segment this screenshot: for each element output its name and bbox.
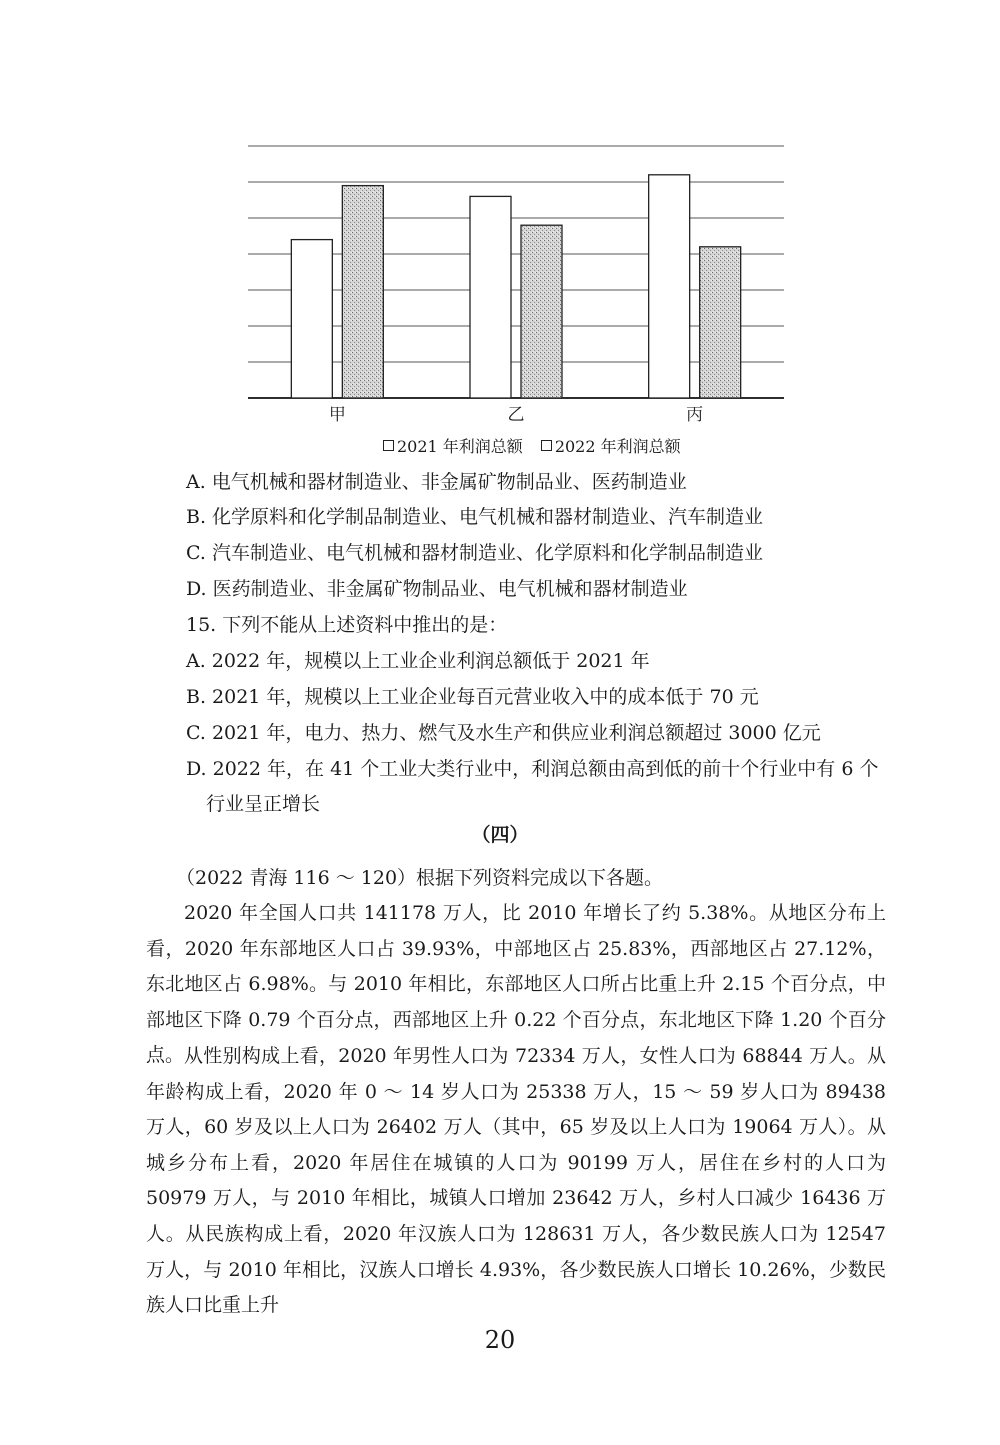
x-tick-label: 丙 xyxy=(686,405,704,425)
q15-stem: 15. 下列不能从上述资料中推出的是： xyxy=(186,614,508,636)
legend-item-2022 xyxy=(541,434,681,457)
q15-option-d-continuation: 行业呈正增长 xyxy=(206,793,321,815)
chart-legend xyxy=(383,434,681,457)
section-intro: （2022 青海 116 ～ 120）根据下列资料完成以下各题。 xyxy=(176,867,664,889)
legend-swatch-2022 xyxy=(541,440,552,451)
page-number: 20 xyxy=(484,1326,516,1354)
bar-chart xyxy=(0,0,1000,470)
paragraph-population-region: 2020 年全国人口共 141178 万人，比 2010 年增长了约 5.38%。从地区分布上看，2020 年东部地区人口占 39.93%，中部地区占 25.83%，西部地区占 27.12%，东北地区占 6.98%。与 2010 年相比，东部地区人口所占比重上升 2.15 个百分点，中部地区下降 0.79 个百分点，西部地区上升 0.22 个百分点，东北地区下降 1.20 个百分点。 xyxy=(146,902,886,1067)
bar-2022-1 xyxy=(342,186,383,398)
q15-option-b: B. 2021 年，规模以上工业企业每百元营业收入中的成本低于 70 元 xyxy=(186,686,759,708)
legend-label-2021: 2021 年利润总额 xyxy=(397,437,523,456)
bar-2021-1 xyxy=(291,240,332,398)
bar-2021-2 xyxy=(470,196,511,398)
section-title: （四） xyxy=(471,824,529,846)
q15-option-c: C. 2021 年，电力、热力、燃气及水生产和供应业利润总额超过 3000 亿元 xyxy=(186,722,821,744)
q14-option-b: B. 化学原料和化学制品制造业、电气机械和器材制造业、汽车制造业 xyxy=(186,506,764,528)
bar-2021-3 xyxy=(649,175,690,398)
x-tick-label: 乙 xyxy=(507,405,525,425)
q15-option-d: D. 2022 年，在 41 个工业大类行业中，利润总额由高到低的前十个行业中有 6 个 xyxy=(186,758,879,780)
legend-label-2022: 2022 年利润总额 xyxy=(554,437,681,456)
q14-option-d: D. 医药制造业、非金属矿物制品业、电气机械和器材制造业 xyxy=(186,578,688,600)
bar-2022-2 xyxy=(521,225,562,398)
x-tick-label: 甲 xyxy=(328,405,346,425)
q14-option-a: A. 电气机械和器材制造业、非金属矿物制品业、医药制造业 xyxy=(186,471,687,493)
bar-2022-3 xyxy=(700,247,741,398)
paragraph-population-structure: 从性别构成上看，2020 年男性人口为 72334 万人，女性人口为 68844 万人。从年龄构成上看，2020 年 0 ～ 14 岁人口为 25338 万人，15 ～ 59 岁人口为 89438 万人，60 岁及以上人口为 26402 万人（其中，65 岁及以上人口为 19064 万人）。从城乡分布上看，2020 年居住在城镇的人口为 90199 万人，居住在乡村的人口为 50979 万人，与 2010 年相比，城镇人口增加 23642 万人，乡村人口减少 16436 万人。从民族构成上看，2020 年汉族人口为 128631 万人，各少数民族人口为 12547 万人，与 2010 年相比，汉族人口增长 4.93%，各少数民族人口增长 10.26%，少数民族人口比重上升 xyxy=(146,1045,886,1317)
legend-item-2021 xyxy=(383,434,523,457)
q14-option-c: C. 汽车制造业、电气机械和器材制造业、化学原料和化学制品制造业 xyxy=(186,542,763,564)
q15-option-a: A. 2022 年，规模以上工业企业利润总额低于 2021 年 xyxy=(186,650,650,672)
legend-swatch-2021 xyxy=(383,440,394,451)
